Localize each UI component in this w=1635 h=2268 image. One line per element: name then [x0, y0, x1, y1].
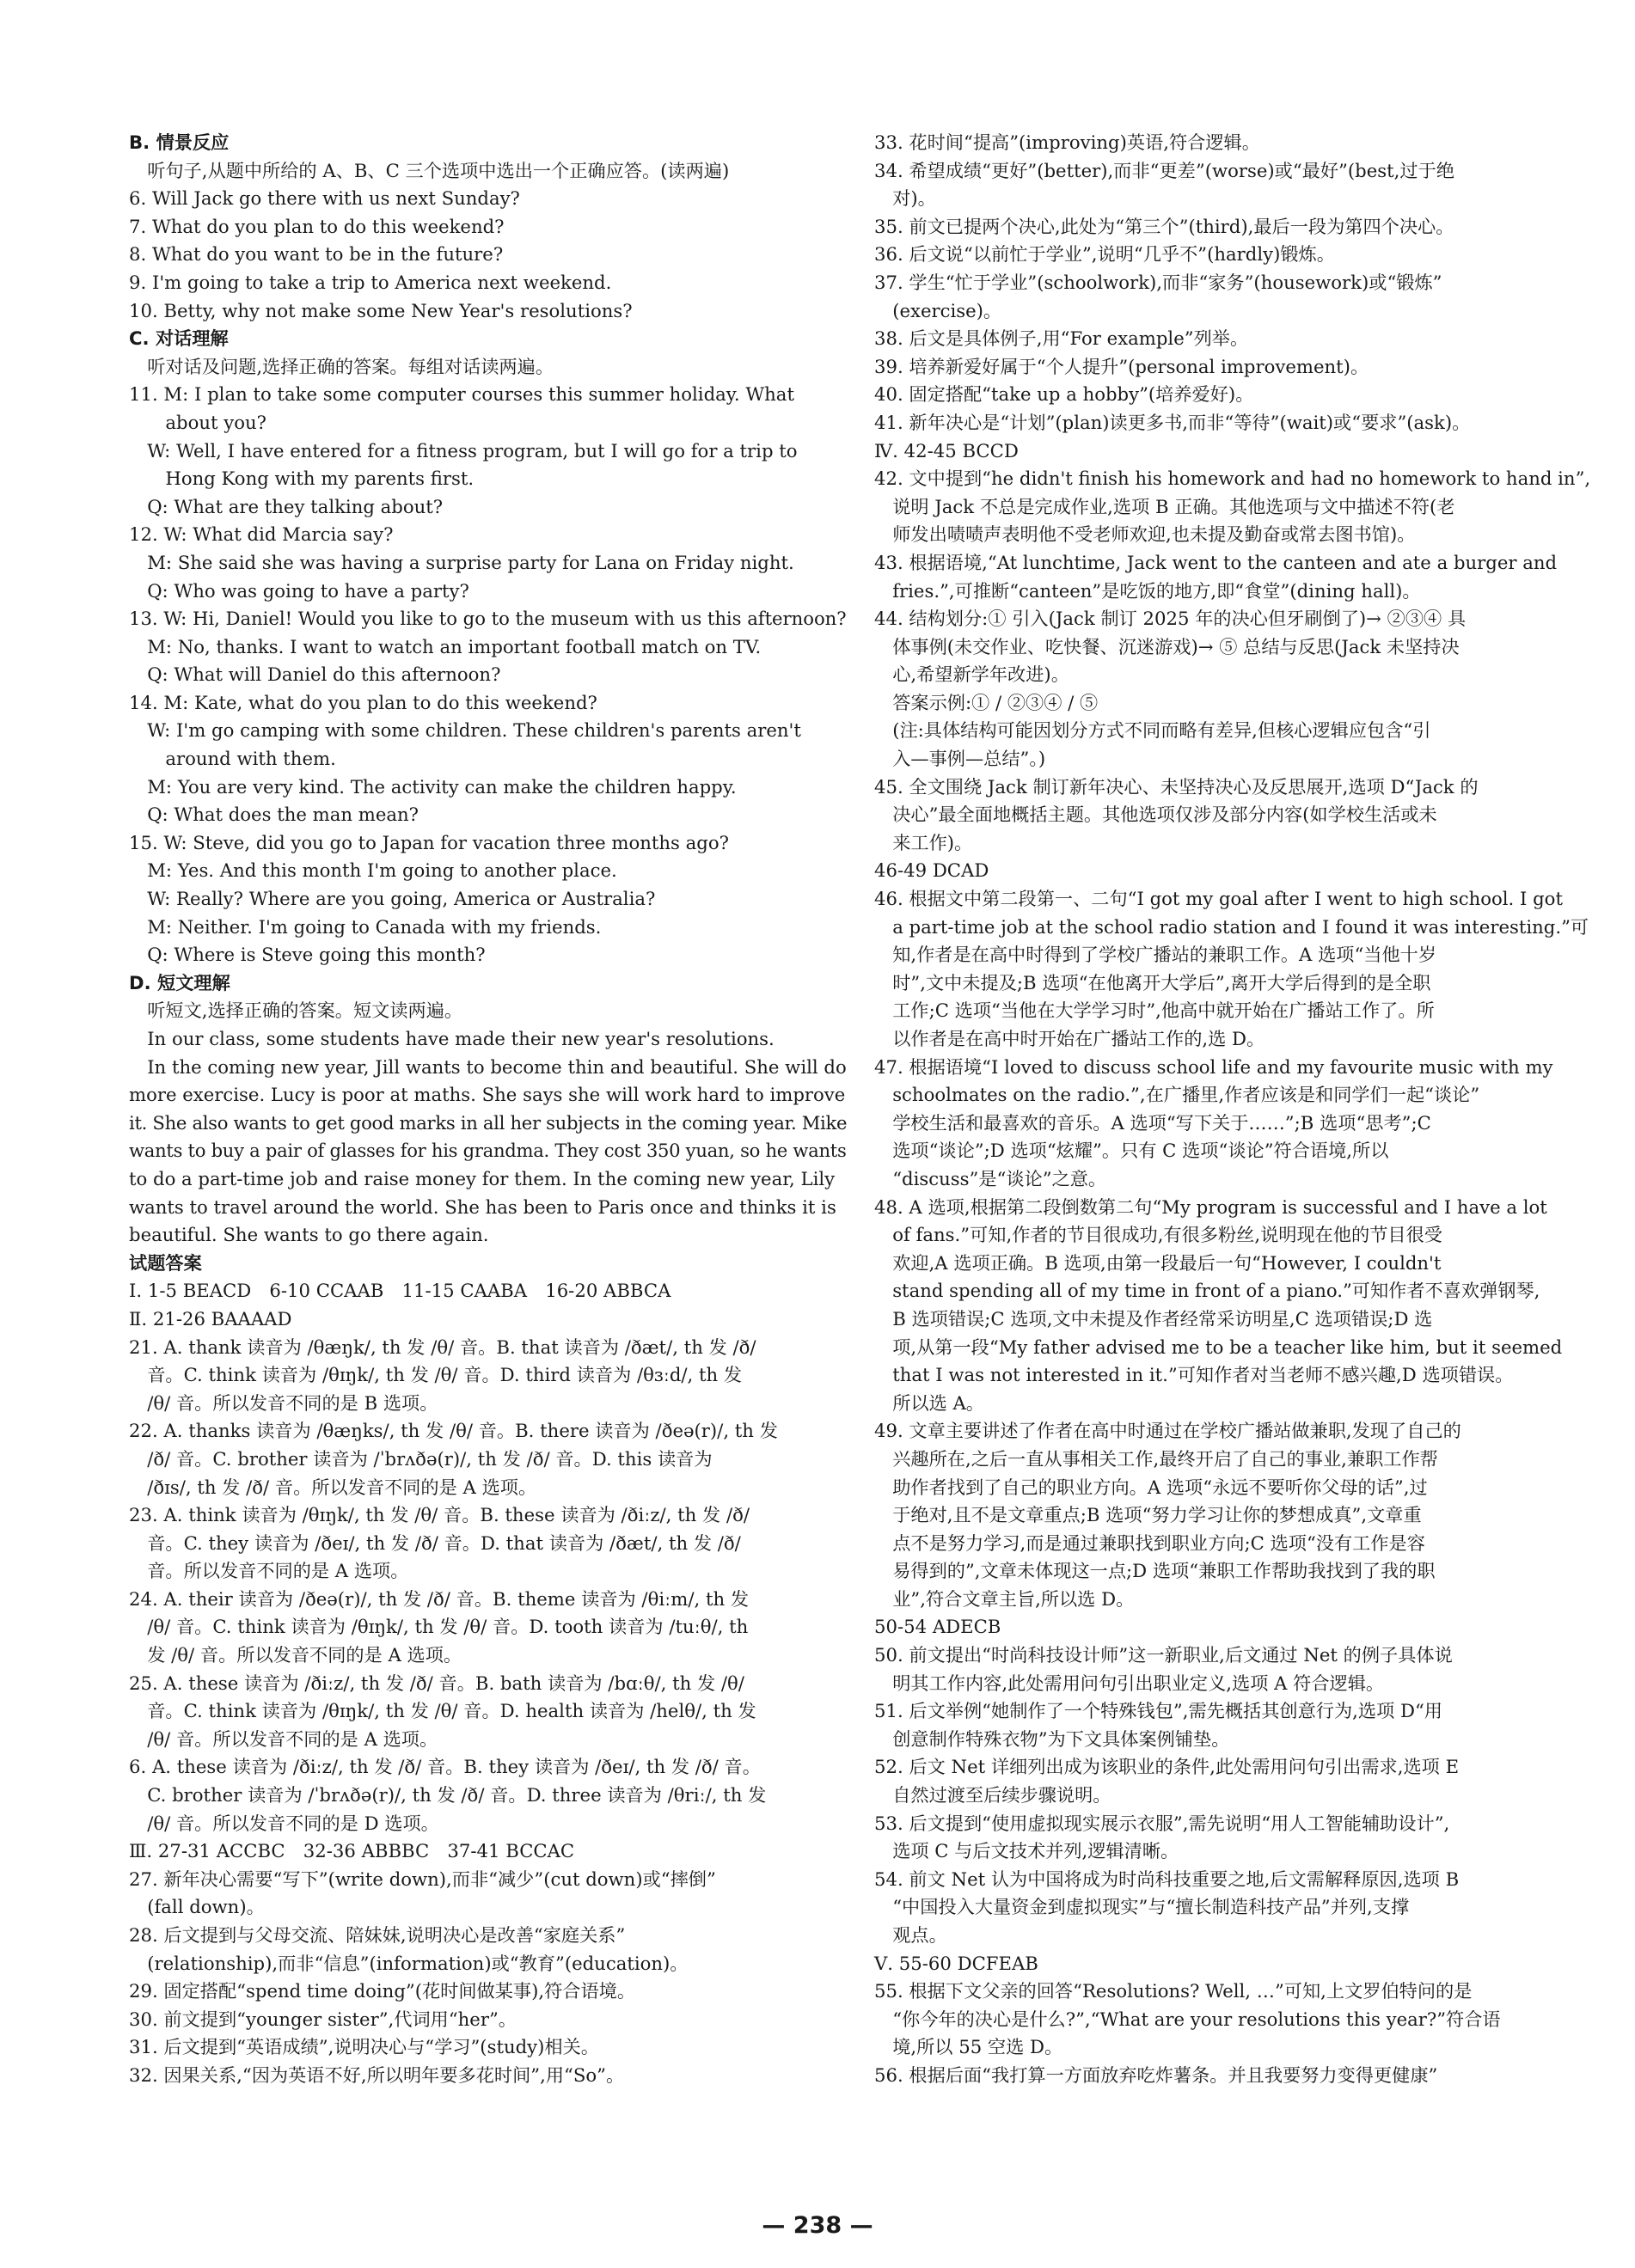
text-line: Ⅰ. 1-5 BEACD 6-10 CCAAB 11-15 CAABA 16-20 ABBCA — [129, 1280, 671, 1302]
left-column — [129, 129, 847, 2090]
text-line: 35. 前文已提两个决心,此处为“第三个”(third),最后一段为第四个决心。 — [874, 215, 1454, 237]
text-line: wants to buy a pair of glasses for his grandma. They cost 350 yuan, so he wants — [129, 1140, 847, 1162]
text-line: 13. W: Hi, Daniel! Would you like to go to the museum with us this afternoon? — [129, 608, 847, 630]
text-line: around with them. — [129, 748, 336, 770]
text-line: to do a part-time job and raise money for them. In the coming new year, Lily — [129, 1167, 836, 1189]
section-heading: C. 对话理解 — [129, 327, 229, 350]
text-line: 兴趣所在,之后一直从事相关工作,最终开启了自己的事业,兼职工作帮 — [874, 1447, 1438, 1470]
text-line: 31. 后文提到“英语成绩”,说明决心与“学习”(study)相关。 — [129, 2036, 599, 2058]
text-line: 来工作)。 — [874, 831, 973, 853]
text-line: 49. 文章主要讲述了作者在高中时通过在学校广播站做兼职,发现了自己的 — [874, 1420, 1461, 1442]
text-line: 9. I'm going to take a trip to America next weekend. — [129, 271, 612, 293]
text-line: 对)。 — [874, 187, 936, 210]
text-line: 明其工作内容,此处需用问句引出职业定义,选项 A 符合逻辑。 — [874, 1672, 1385, 1694]
text-line: 心,希望新学年改进)。 — [874, 663, 1069, 686]
text-line: Hong Kong with my parents first. — [129, 468, 475, 490]
text-line: 21. A. thank 读音为 /θæŋk/, th 发 /θ/ 音。B. that 读音为 /ðæt/, th 发 /ð/ — [129, 1336, 756, 1358]
text-line: “中国投入大量资金到虚拟现实”与“擅长制造科技产品”并列,支撑 — [874, 1896, 1410, 1918]
text-line: 工作;C 选项“当他在大学学习时”,他高中就开始在广播站工作了。所 — [874, 1000, 1435, 1022]
text-line: 15. W: Steve, did you go to Japan for vacation three months ago? — [129, 831, 729, 853]
text-line: /θ/ 音。C. think 读音为 /θɪŋk/, th 发 /θ/ 音。D. tooth 读音为 /tuːθ/, th — [129, 1616, 749, 1638]
text-line: 24. A. their 读音为 /ðeə(r)/, th 发 /ð/ 音。B. theme 读音为 /θiːm/, th 发 — [129, 1587, 750, 1610]
text-line: 创意制作特殊衣物”为下文具体案例铺垫。 — [874, 1727, 1230, 1750]
text-line: 45. 全文围绕 Jack 制订新年决心、未坚持决心及反思展开,选项 D“Jack 的 — [874, 775, 1479, 798]
text-line: 答案示例:① / ②③④ / ⑤ — [874, 691, 1099, 713]
text-line: more exercise. Lucy is poor at maths. She says she will work hard to improve — [129, 1084, 846, 1106]
text-line: Q: What does the man mean? — [129, 804, 419, 826]
text-line: 48. A 选项,根据第二段倒数第二句“My program is successful and I have a lot — [874, 1195, 1547, 1218]
section-heading: B. 情景反应 — [129, 131, 230, 153]
text-line: 听对话及问题,选择正确的答案。每组对话读两遍。 — [129, 355, 554, 377]
text-line: 所以选 A。 — [874, 1391, 984, 1414]
text-line: M: Neither. I'm going to Canada with my friends. — [129, 915, 602, 938]
text-line: /θ/ 音。所以发音不同的是 A 选项。 — [129, 1727, 438, 1750]
text-line: Ⅳ. 42-45 BCCD — [874, 439, 1019, 462]
text-line: Q: Who was going to have a party? — [129, 579, 469, 602]
text-line: that I was not interested in it.”可知作者对当老师不感兴趣,D 选项错误。 — [874, 1364, 1514, 1386]
text-line: 33. 花时间“提高”(improving)英语,符合逻辑。 — [874, 131, 1260, 153]
text-line: 项,从第一段“My father advised me to be a teacher like him, but it seemed — [874, 1336, 1563, 1358]
text-line: /θ/ 音。所以发音不同的是 B 选项。 — [129, 1391, 438, 1414]
text-line: In our class, some students have made their new year's resolutions. — [129, 1028, 775, 1049]
text-line: M: Yes. And this month I'm going to another place. — [129, 859, 617, 882]
text-line: 音。C. think 读音为 /θɪŋk/, th 发 /θ/ 音。D. third 读音为 /θɜːd/, th 发 — [129, 1364, 743, 1386]
text-line: beautiful. She wants to go there again. — [129, 1224, 489, 1246]
text-line: 知,作者是在高中时得到了学校广播站的兼职工作。A 选项“当他十岁 — [874, 944, 1437, 966]
text-line: 助作者找到了自己的职业方向。A 选项“永远不要听你父母的话”,过 — [874, 1476, 1428, 1498]
text-line: C. brother 读音为 /ˈbrʌðə(r)/, th 发 /ð/ 音。D. three 读音为 /θriː/, th 发 — [129, 1784, 767, 1806]
text-line: 易得到的”,文章未体现这一点;D 选项“兼职工作帮助我找到了我的职 — [874, 1560, 1436, 1582]
text-line: (fall down)。 — [129, 1896, 265, 1918]
text-line: 22. A. thanks 读音为 /θæŋks/, th 发 /θ/ 音。B. there 读音为 /ðeə(r)/, th 发 — [129, 1420, 778, 1442]
text-line: 欢迎,A 选项正确。B 选项,由第一段最后一句“However, I couldn't — [874, 1251, 1442, 1274]
text-line: “discuss”是“谈论”之意。 — [874, 1167, 1107, 1189]
text-line: 点不是努力学习,而是通过兼职找到职业方向;C 选项“没有工作是容 — [874, 1531, 1425, 1554]
text-line: 14. M: Kate, what do you plan to do this weekend? — [129, 691, 597, 713]
text-line: 41. 新年决心是“计划”(plan)读更多书,而非“等待”(wait)或“要求”(ask)。 — [874, 411, 1471, 433]
text-line: 12. W: What did Marcia say? — [129, 523, 394, 546]
text-line: “你今年的决心是什么?”,“What are your resolutions this year?”符合语 — [874, 2008, 1501, 2030]
text-line: 于绝对,且不是文章重点;B 选项“努力学习让你的梦想成真”,文章重 — [874, 1504, 1422, 1526]
text-line: 28. 后文提到与父母交流、陪妹妹,说明决心是改善“家庭关系” — [129, 1924, 626, 1946]
text-line: 11. M: I plan to take some computer courses this summer holiday. What — [129, 383, 794, 406]
text-line: (注:具体结构可能因划分方式不同而略有差异,但核心逻辑应包含“引 — [874, 719, 1431, 742]
text-line: 56. 根据后面“我打算一方面放弃吃炸薯条。并且我要努力变得更健康” — [874, 2063, 1438, 2086]
text-line: 40. 固定搭配“take up a hobby”(培养爱好)。 — [874, 383, 1254, 406]
text-line: stand spending all of my time in front of a piano.”可知作者不喜欢弹钢琴, — [874, 1280, 1540, 1302]
text-line: W: Well, I have entered for a fitness program, but I will go for a trip to — [129, 439, 798, 462]
text-line: 47. 根据语境“I loved to discuss school life and my favourite music with my — [874, 1055, 1553, 1078]
right-column — [874, 129, 1592, 2090]
page-number: — 238 — — [762, 2212, 873, 2239]
text-line: 38. 后文是具体例子,用“For example”列举。 — [874, 327, 1249, 350]
text-line: 32. 因果关系,“因为英语不好,所以明年要多花时间”,用“So”。 — [129, 2063, 625, 2086]
text-line: 发 /θ/ 音。所以发音不同的是 A 选项。 — [129, 1644, 462, 1666]
text-line: 听句子,从题中所给的 A、B、C 三个选项中选出一个正确应答。(读两遍) — [129, 159, 730, 181]
text-line: 听短文,选择正确的答案。短文读两遍。 — [129, 1000, 463, 1022]
text-line: about you? — [129, 411, 266, 433]
text-line: 30. 前文提到“younger sister”,代词用“her”。 — [129, 2008, 517, 2030]
text-line: Ⅲ. 27-31 ACCBC 32-36 ABBBC 37-41 BCCAC — [129, 1840, 575, 1862]
text-line: Q: Where is Steve going this month? — [129, 944, 486, 966]
text-line: W: Really? Where are you going, America or Australia? — [129, 888, 656, 910]
text-line: /ð/ 音。C. brother 读音为 /ˈbrʌðə(r)/, th 发 /ð/ 音。D. this 读音为 — [129, 1447, 713, 1470]
text-line: 42. 文中提到“he didn't finish his homework and had no homework to hand in”, — [874, 468, 1591, 490]
text-line: wants to travel around the world. She has been to Paris once and thinks it is — [129, 1195, 836, 1218]
text-line: schoolmates on the radio.”,在广播里,作者应该是和同学们一起“谈论” — [874, 1084, 1480, 1106]
text-line: 29. 固定搭配“spend time doing”(花时间做某事),符合语境。 — [129, 1980, 636, 2002]
text-line: M: You are very kind. The activity can make the children happy. — [129, 775, 737, 798]
text-line: 55. 根据下文父亲的回答“Resolutions? Well, …”可知,上文罗伯特问的是 — [874, 1980, 1473, 2002]
text-line: 入—事例—总结”。) — [874, 748, 1046, 770]
text-line: 7. What do you plan to do this weekend? — [129, 215, 505, 237]
text-line: 音。C. think 读音为 /θɪŋk/, th 发 /θ/ 音。D. health 读音为 /helθ/, th 发 — [129, 1700, 756, 1722]
text-line: 选项 C 与后文技术并列,逻辑清晰。 — [874, 1840, 1179, 1862]
text-line: In the coming new year, Jill wants to become thin and beautiful. She will do — [129, 1055, 847, 1078]
text-line: B 选项错误;C 选项,文中未提及作者经常采访明星,C 选项错误;D 选 — [874, 1307, 1433, 1330]
text-line: 师发出啧啧声表明他不受老师欢迎,也未提及勤奋或常去图书馆)。 — [874, 523, 1416, 546]
text-line: 观点。 — [874, 1924, 947, 1946]
text-line: M: No, thanks. I want to watch an important football match on TV. — [129, 635, 762, 657]
text-line: 23. A. think 读音为 /θɪŋk/, th 发 /θ/ 音。B. these 读音为 /ðiːz/, th 发 /ð/ — [129, 1504, 750, 1526]
text-line: 25. A. these 读音为 /ðiːz/, th 发 /ð/ 音。B. bath 读音为 /bɑːθ/, th 发 /θ/ — [129, 1672, 744, 1694]
text-line: 境,所以 55 空选 D。 — [874, 2036, 1063, 2058]
text-line: /θ/ 音。所以发音不同的是 D 选项。 — [129, 1812, 439, 1834]
text-line: 34. 希望成绩“更好”(better),而非“更差”(worse)或“最好”(best,过于绝 — [874, 159, 1454, 181]
text-line: 6. A. these 读音为 /ðiːz/, th 发 /ð/ 音。B. they 读音为 /ðeɪ/, th 发 /ð/ 音。 — [129, 1756, 761, 1778]
text-line: 自然过渡至后续步骤说明。 — [874, 1784, 1111, 1806]
text-line: (relationship),而非“信息”(information)或“教育”(education)。 — [129, 1952, 689, 1974]
text-line: 50. 前文提出“时尚科技设计师”这一新职业,后文通过 Net 的例子具体说 — [874, 1644, 1453, 1666]
text-line: 体事例(未交作业、吃快餐、沉迷游戏)→ ⑤ 总结与反思(Jack 未坚持决 — [874, 635, 1460, 657]
text-line: 6. Will Jack go there with us next Sunday? — [129, 187, 520, 210]
text-line: Ⅱ. 21-26 BAAAAD — [129, 1307, 292, 1330]
text-line: 业”,符合文章主旨,所以选 D。 — [874, 1587, 1135, 1610]
text-line: it. She also wants to get good marks in all her subjects in the coming year. Mike — [129, 1111, 848, 1134]
text-line: 8. What do you want to be in the future? — [129, 243, 504, 266]
text-line: 音。所以发音不同的是 A 选项。 — [129, 1560, 409, 1582]
text-line: Ⅴ. 55-60 DCFEAB — [874, 1952, 1038, 1974]
text-line: a part-time job at the school radio station and I found it was interesting.”可 — [874, 915, 1589, 938]
text-line: Q: What will Daniel do this afternoon? — [129, 663, 501, 686]
section-heading: D. 短文理解 — [129, 971, 230, 993]
text-line: 36. 后文说“以前忙于学业”,说明“几乎不”(hardly)锻炼。 — [874, 243, 1335, 266]
text-line: 54. 前文 Net 认为中国将成为时尚科技重要之地,后文需解释原因,选项 B — [874, 1868, 1460, 1890]
text-line: 46. 根据文中第二段第一、二句“I got my goal after I went to high school. I got — [874, 888, 1563, 910]
text-line: 37. 学生“忙于学业”(schoolwork),而非“家务”(housework)或“锻炼” — [874, 271, 1442, 293]
section-heading: 试题答案 — [129, 1251, 202, 1274]
text-line: 52. 后文 Net 详细列出成为该职业的条件,此处需用问句引出需求,选项 E — [874, 1756, 1460, 1778]
text-line: 51. 后文举例“她制作了一个特殊钱包”,需先概括其创意行为,选项 D“用 — [874, 1700, 1442, 1722]
text-line: 决心”最全面地概括主题。其他选项仅涉及部分内容(如学校生活或未 — [874, 804, 1437, 826]
text-line: 53. 后文提到“使用虚拟现实展示衣服”,需先说明“用人工智能辅助设计”, — [874, 1812, 1450, 1834]
text-line: 说明 Jack 不总是完成作业,选项 B 正确。其他选项与文中描述不符(老 — [874, 495, 1455, 517]
text-line: 学校生活和最喜欢的音乐。A 选项“写下关于……”;B 选项“思考”;C — [874, 1111, 1431, 1134]
text-line: (exercise)。 — [874, 299, 1002, 321]
text-line: 时”,文中未提及;B 选项“在他离开大学后”,离开大学后得到的是全职 — [874, 971, 1431, 993]
text-line: of fans.”可知,作者的节目很成功,有很多粉丝,说明现在他的节目很受 — [874, 1224, 1442, 1246]
text-line: 音。C. they 读音为 /ðeɪ/, th 发 /ð/ 音。D. that 读音为 /ðæt/, th 发 /ð/ — [129, 1531, 741, 1554]
text-line: 46-49 DCAD — [874, 859, 989, 882]
text-line: 10. Betty, why not make some New Year's resolutions? — [129, 299, 633, 321]
text-line: Q: What are they talking about? — [129, 495, 444, 517]
text-line: fries.”,可推断“canteen”是吃饭的地方,即“食堂”(dining hall)。 — [874, 579, 1421, 602]
text-line: 44. 结构划分:① 引入(Jack 制订 2025 年的决心但牙刷倒了)→ ②③④ 具 — [874, 608, 1467, 630]
text-line: 50-54 ADECB — [874, 1616, 1001, 1638]
text-line: /ðɪs/, th 发 /ð/ 音。所以发音不同的是 A 选项。 — [129, 1476, 537, 1498]
text-line: M: She said she was having a surprise party for Lana on Friday night. — [129, 551, 794, 573]
text-line: 选项“谈论”;D 选项“炫耀”。只有 C 选项“谈论”符合语境,所以 — [874, 1140, 1389, 1162]
text-line: 43. 根据语境,“At lunchtime, Jack went to the canteen and ate a burger and — [874, 551, 1558, 573]
text-line: W: I'm go camping with some children. These children's parents aren't — [129, 719, 801, 742]
text-line: 27. 新年决心需要“写下”(write down),而非“减少”(cut down)或“摔倒” — [129, 1868, 716, 1890]
text-line: 39. 培养新爱好属于“个人提升”(personal improvement)。 — [874, 355, 1369, 377]
text-line: 以作者是在高中时开始在广播站工作的,选 D。 — [874, 1028, 1265, 1049]
